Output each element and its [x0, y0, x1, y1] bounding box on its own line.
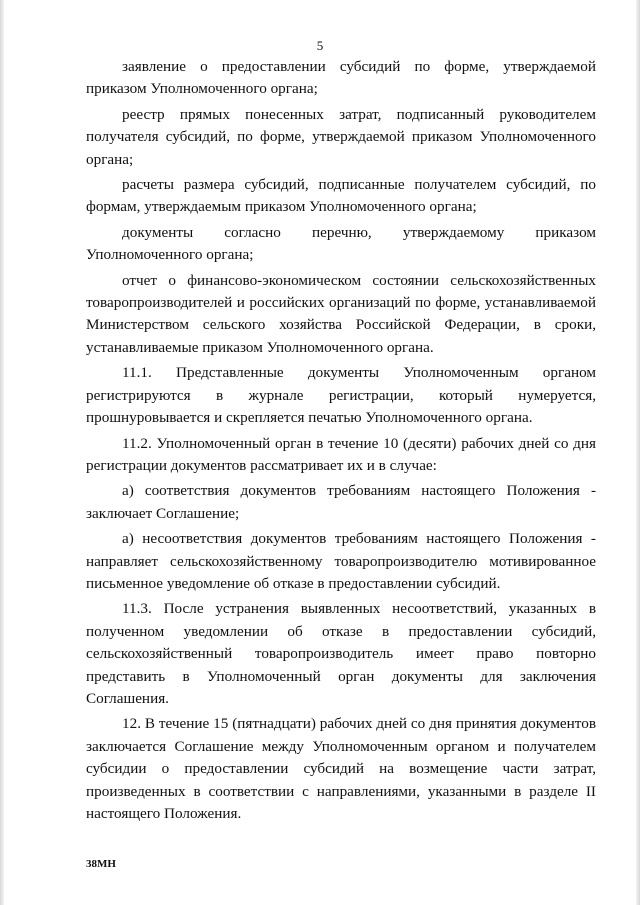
- paragraph-financial-report: отчет о финансово-экономическом состоянии сельскохозяйственных товаропроизводителей и российских организаций по форме, устанавливаемой Министерством сельского хозяйства Российской Федерации, в сроки, устанавливаемые приказом Уполномоченного органа.: [86, 271, 596, 356]
- paragraph-subsidy-calculations: расчеты размера субсидий, подписанные получателем субсидий, по формам, утверждаемым приказом Уполномоченного органа;: [86, 176, 596, 216]
- paragraph-11-2: 11.2. Уполномоченный орган в течение 10 (десяти) рабочих дней со дня регистрации документов рассматривает их и в случае:: [86, 434, 596, 474]
- paragraph-cost-register: реестр прямых понесенных затрат, подписанный руководителем получателя субсидий, по форме, утверждаемой приказом Уполномоченного органа;: [86, 105, 596, 168]
- paragraph-documents-list: документы согласно перечню, утверждаемому приказом Уполномоченного органа;: [86, 223, 596, 264]
- paragraph-11-2-a-noncompliance: а) несоответствия документов требованиям настоящего Положения - направляет сельскохозяйственному товаропроизводителю мотивированное письменное уведомление об отказе в предоставлении субсидий.: [86, 530, 596, 592]
- scan-edge-right: [636, 0, 640, 905]
- paragraph-11-1: 11.1. Представленные документы Уполномоченным органом регистрируются в журнале регистрации, который нумеруется, прошнуровывается и скрепляется печатью Уполномоченного органа.: [86, 364, 596, 427]
- footer-code: 38МН: [86, 858, 116, 870]
- paragraph-11-2-a-compliance: а) соответствия документов требованиям настоящего Положения - заключает Соглашение;: [86, 482, 596, 522]
- page-number: 5: [316, 38, 324, 53]
- scan-edge-left: [0, 0, 4, 905]
- document-body: [86, 56, 596, 825]
- paragraph-11-3: 11.3. После устранения выявленных несоответствий, указанных в полученном уведомлении об отказе в предоставлении субсидий, сельскохозяйственный товаропроизводитель имеет право повторно представить в Уполномоченный орган документы для заключения Соглашения.: [86, 600, 596, 707]
- paragraph-12: 12. В течение 15 (пятнадцати) рабочих дней со дня принятия документов заключается Соглашение между Уполномоченным органом и получателем субсидии о предоставлении субсидий на возмещение части затрат, произведенных в соответствии с направлениями, указанными в разделе II настоящего Положения.: [86, 715, 596, 822]
- paragraph-application: заявление о предоставлении субсидий по форме, утверждаемой приказом Уполномоченного органа;: [86, 58, 596, 98]
